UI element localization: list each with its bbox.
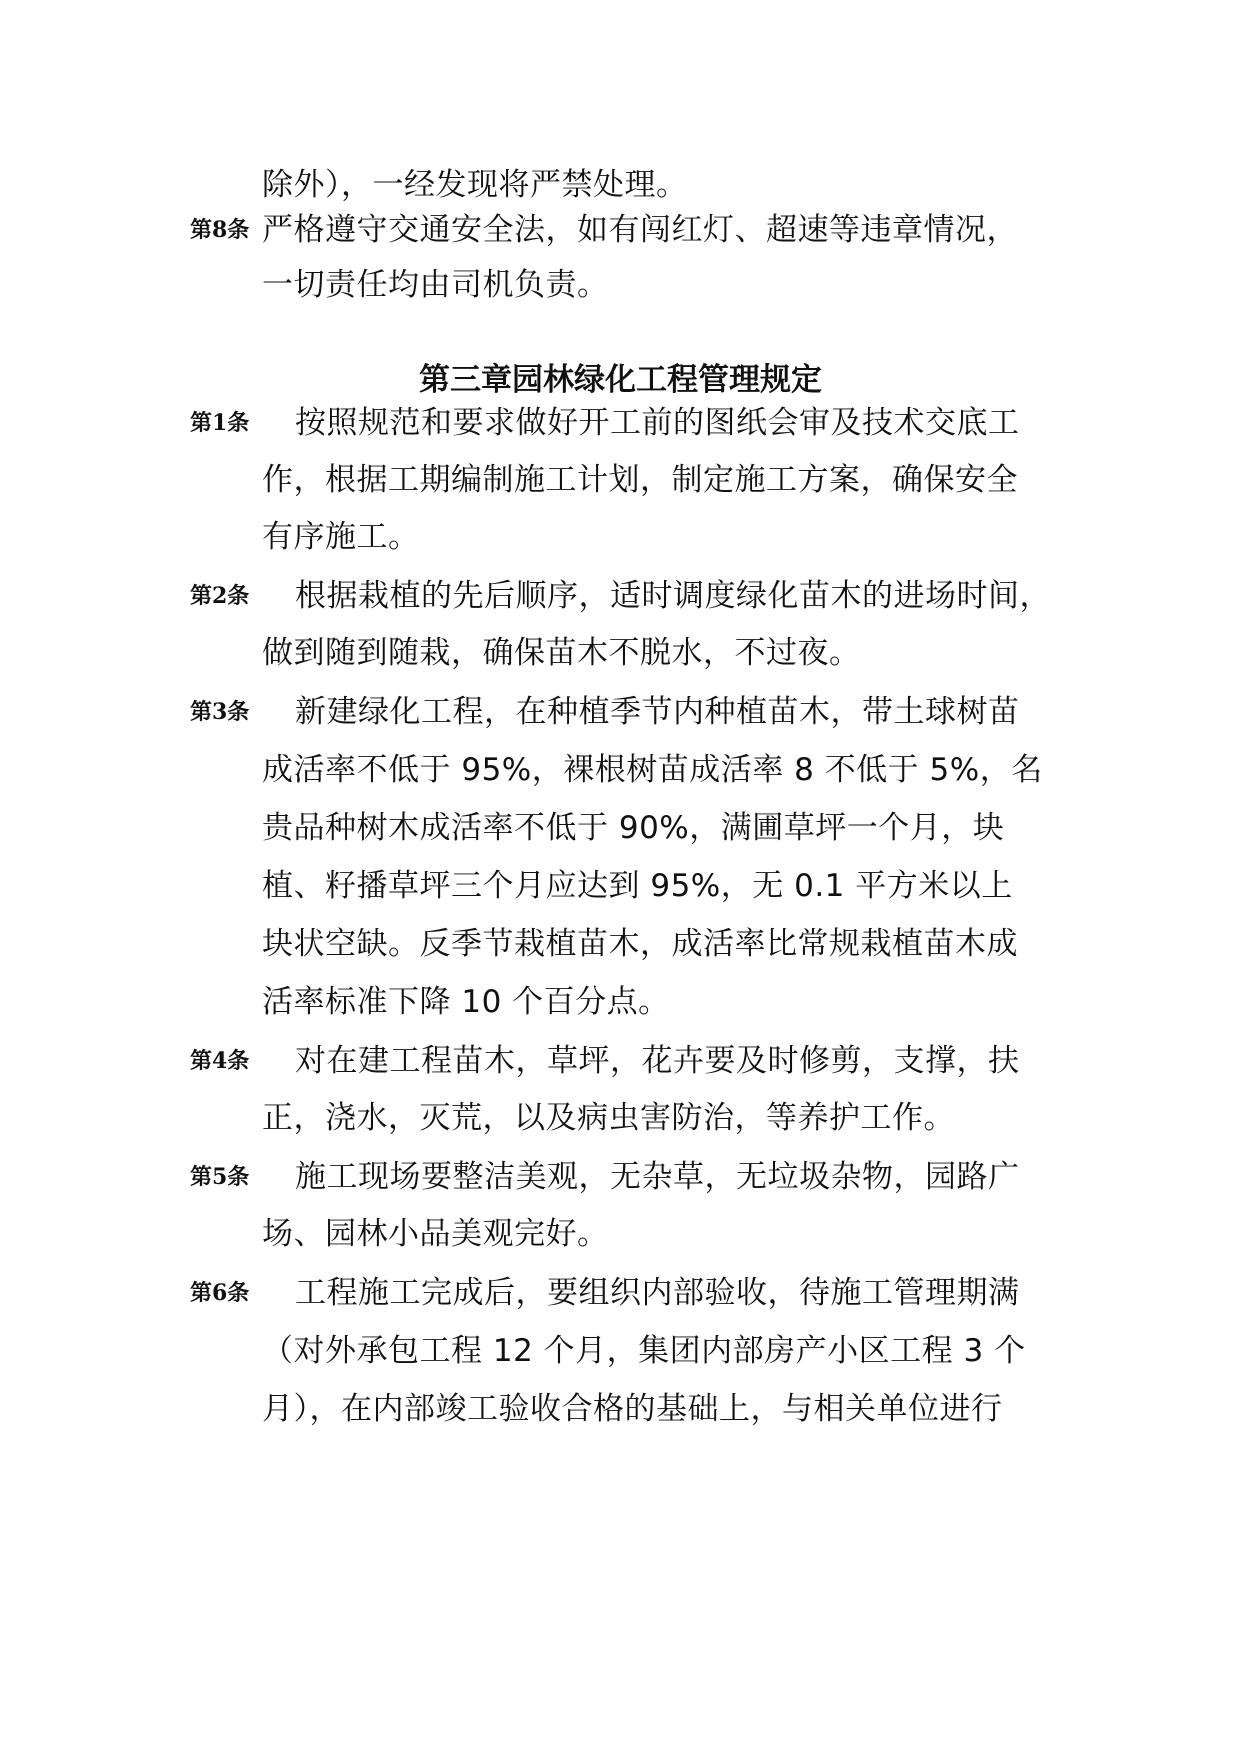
- chapter-title: 第三章园林绿化工程管理规定: [419, 362, 822, 398]
- article-3-line-2: 成活率不低于 95%，裸根树苗成活率 8 不低于 5%，名: [262, 752, 1043, 788]
- article-2-line-2: 做到随到随栽，确保苗木不脱水，不过夜。: [262, 635, 861, 671]
- article-4-line-2: 正，浇水，灭荒，以及病虫害防治，等养护工作。: [262, 1100, 955, 1136]
- article-2-number: 第2条: [190, 583, 250, 609]
- article-1-line-3: 有序施工。: [262, 519, 420, 555]
- article-1-line-1: 按照规范和要求做好开工前的图纸会审及技术交底工: [295, 405, 1020, 441]
- article-8-line-1: 严格遵守交通安全法，如有闯红灯、超速等违章情况，: [262, 212, 1018, 248]
- article-8-number: 第8条: [190, 217, 250, 243]
- article-6-number: 第6条: [190, 1280, 250, 1306]
- article-5-line-2: 场、园林小品美观完好。: [262, 1216, 609, 1252]
- article-4-line-1: 对在建工程苗木，草坪，花卉要及时修剪，支撑，扶: [295, 1043, 1020, 1079]
- article-3-line-3: 贵品种树木成活率不低于 90%，满圃草坪一个月，块: [262, 810, 1005, 846]
- article-3-line-6: 活率标准下降 10 个百分点。: [262, 984, 670, 1020]
- article-3-number: 第3条: [190, 699, 250, 725]
- article-5-line-1: 施工现场要整洁美观，无杂草，无垃圾杂物，园路广: [295, 1159, 1020, 1195]
- article-1-number: 第1条: [190, 410, 250, 436]
- article-3-line-4: 植、籽播草坪三个月应达到 95%，无 0.1 平方米以上: [262, 868, 1013, 904]
- article-6-line-3: 月），在内部竣工验收合格的基础上，与相关单位进行: [262, 1391, 1003, 1427]
- continuation-line: 除外），一经发现将严禁处理。: [262, 167, 688, 203]
- article-6-line-2: （对外承包工程 12 个月，集团内部房产小区工程 3 个: [262, 1333, 1026, 1369]
- article-1-line-2: 作，根据工期编制施工计划，制定施工方案，确保安全: [262, 462, 1018, 498]
- article-3-line-1: 新建绿化工程，在种植季节内种植苗木，带土球树苗: [295, 694, 1020, 730]
- article-3-line-5: 块状空缺。反季节栽植苗木，成活率比常规栽植苗木成: [262, 926, 1018, 962]
- article-2-line-1: 根据栽植的先后顺序，适时调度绿化苗木的进场时间，: [295, 578, 1051, 614]
- article-5-number: 第5条: [190, 1164, 250, 1190]
- article-4-number: 第4条: [190, 1048, 250, 1074]
- article-6-line-1: 工程施工完成后，要组织内部验收，待施工管理期满: [295, 1275, 1020, 1311]
- article-8-line-2: 一切责任均由司机负责。: [262, 267, 609, 303]
